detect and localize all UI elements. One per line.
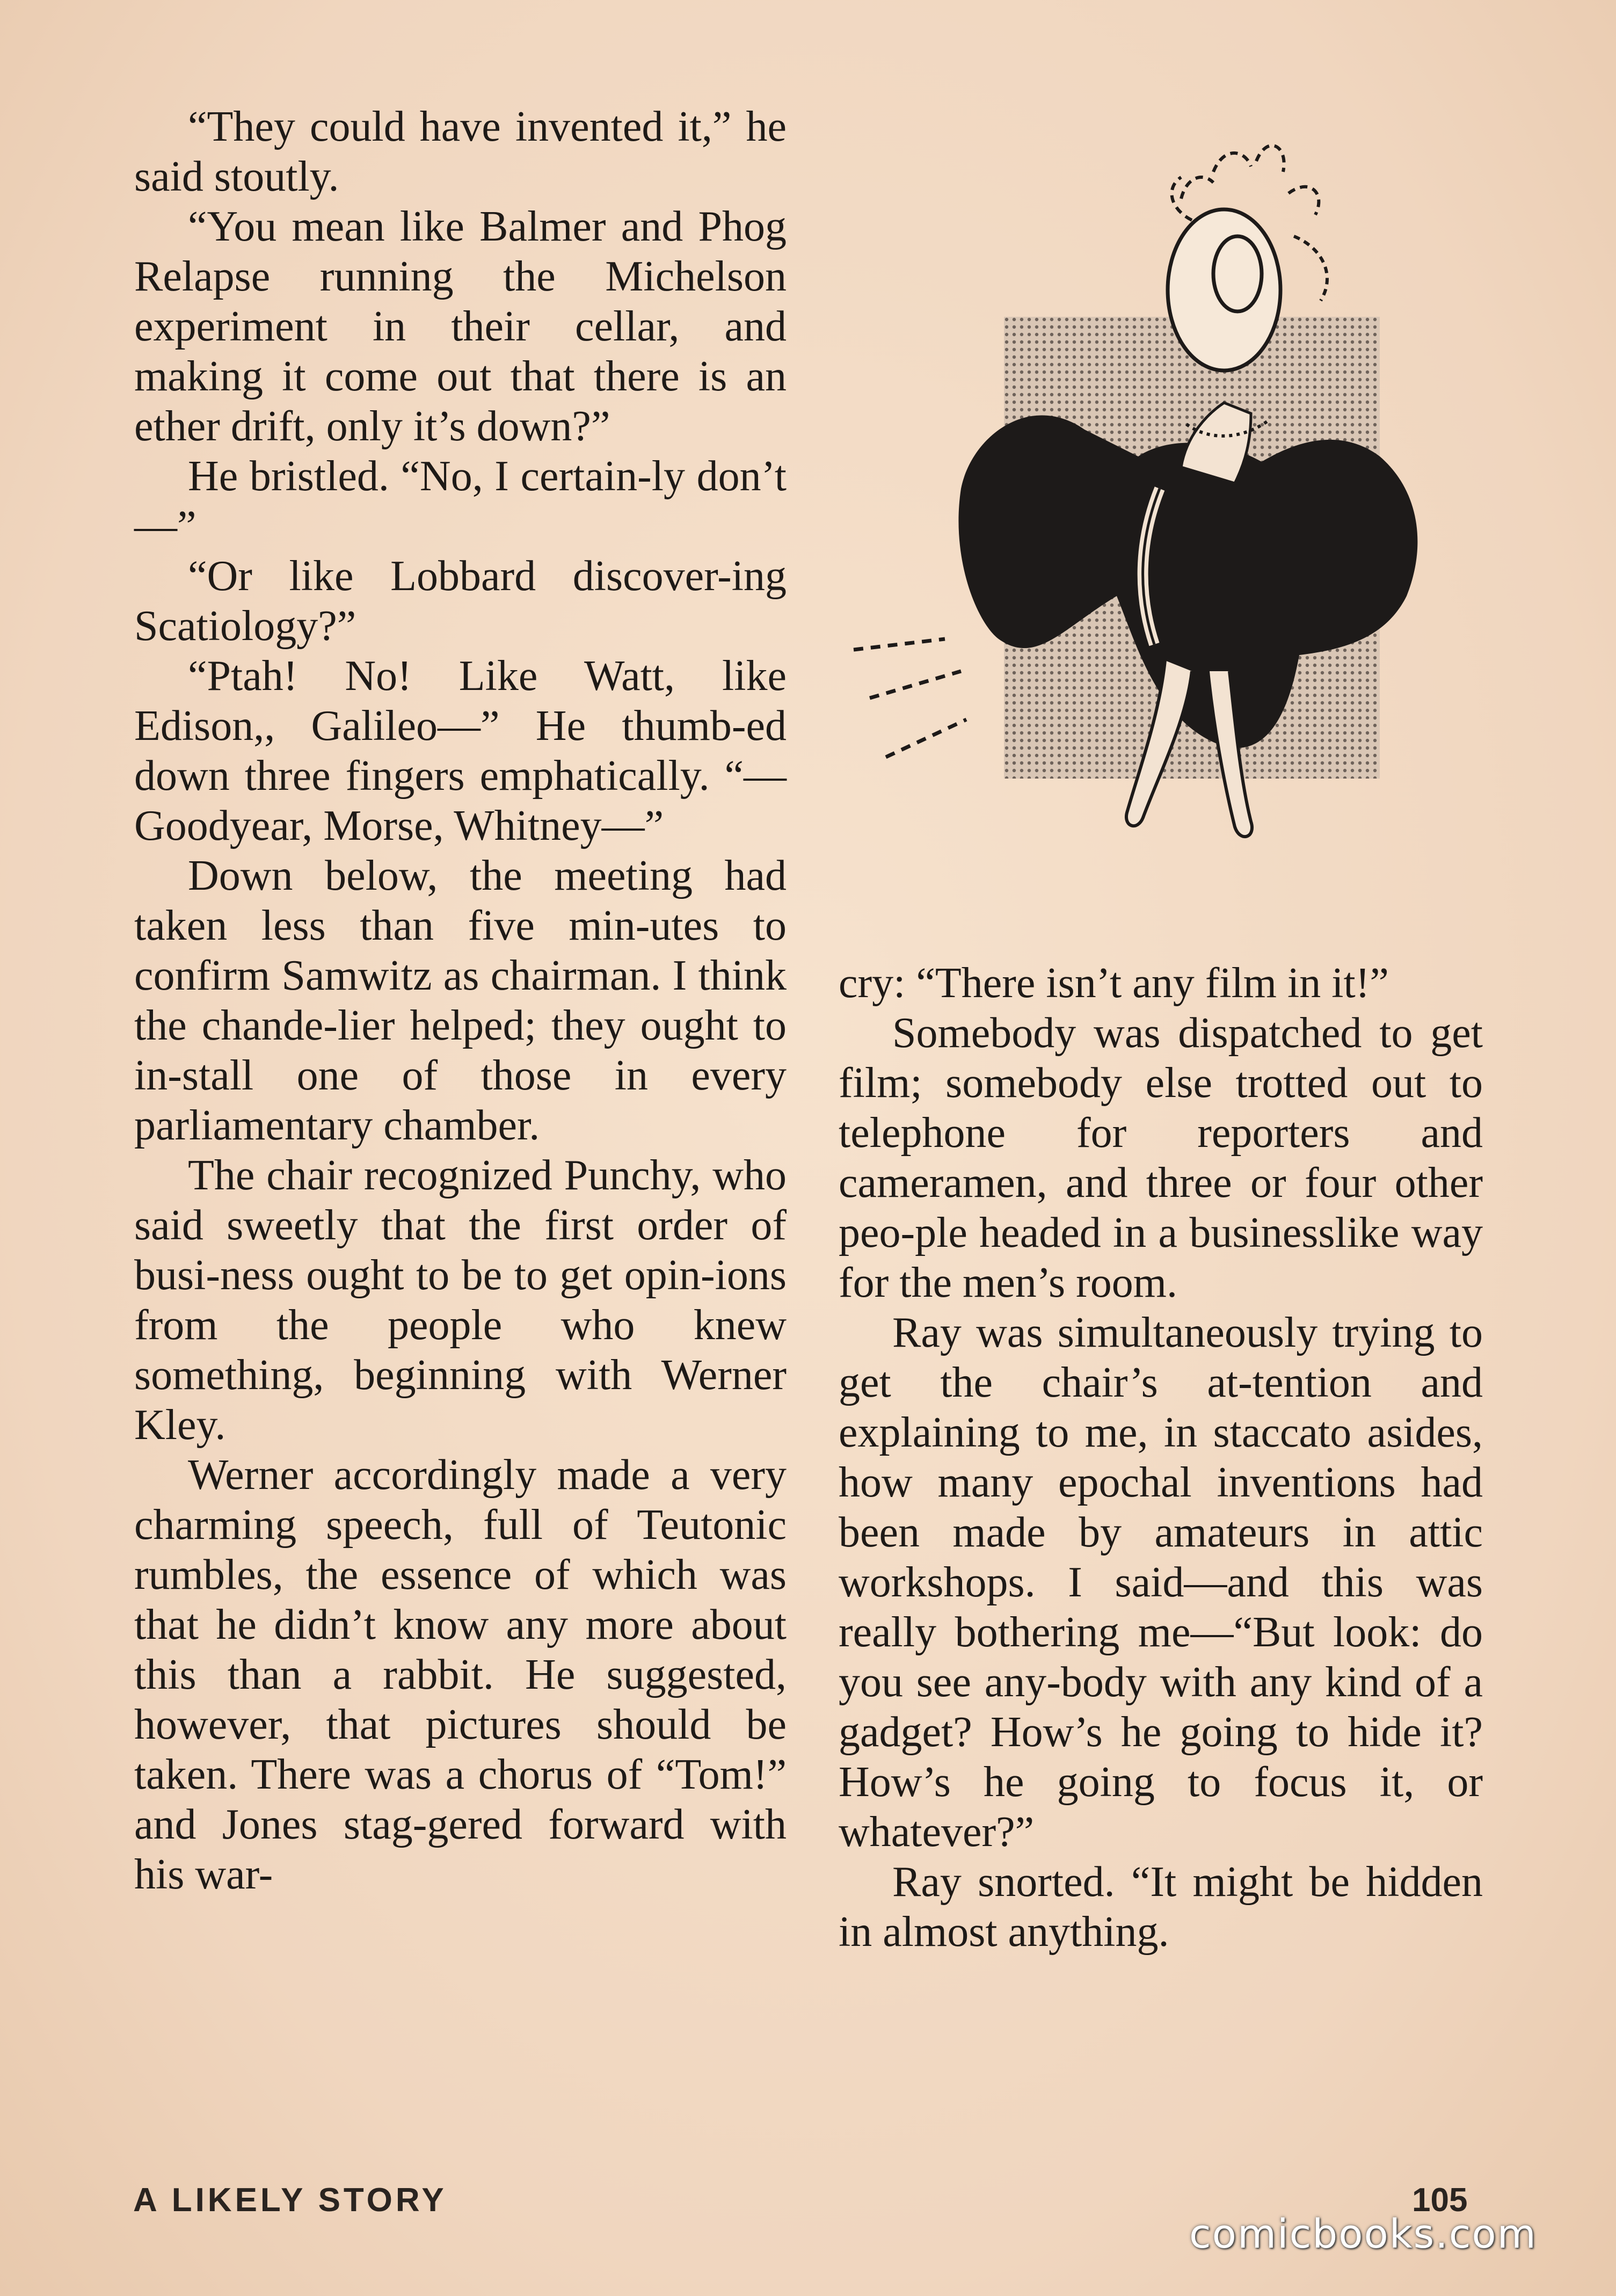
watermark: comicbooks.com bbox=[1189, 2211, 1537, 2257]
paragraph: “They could have invented it,” he said stoutly. bbox=[134, 103, 787, 200]
paragraph: Werner accordingly made a very charming speech, full of Teutonic rumbles, the essence of which was that he didn’t know any more about this than a rabbit. He suggested, however, that pictures should be taken. There was a chorus of “Tom!” and Jones stag-gered forward with his war- bbox=[134, 1451, 787, 1898]
cartoon-woman-icon bbox=[838, 113, 1482, 929]
paragraph: The chair recognized Punchy, who said sweetly that the first order of busi-ness ought to be to get opin-ions from the people who knew something, beginning with Werner Kley. bbox=[134, 1152, 787, 1449]
page-number: 105 bbox=[1412, 2182, 1468, 2219]
paragraph: Down below, the meeting had taken less than five min-utes to confirm Samwitz as chairman. I think the chande-lier helped; they ought to in-stall one of those in every parliamentary chamber. bbox=[134, 852, 787, 1149]
paragraph: Ray was simultaneously trying to get the chair’s at-tention and explaining to me, in staccato asides, how many epochal inventions had been made by amateurs in attic workshops. I said—and this was really bothering me—“But look: do you see any-body with any kind of a gadget? How’s he going to hide it? How’s he going to focus it, or whatever?” bbox=[839, 1309, 1483, 1856]
paragraph: cry: “There isn’t any film in it!” bbox=[839, 960, 1389, 1007]
paragraph: “Ptah! No! Like Watt, like Edison,, Galileo—” He thumb-ed down three fingers emphatically. “—Goodyear, Morse, Whitney—” bbox=[134, 652, 787, 849]
paragraph: Ray snorted. “It might be hidden in almost anything. bbox=[839, 1858, 1483, 1956]
right-column bbox=[839, 958, 1483, 1957]
running-title: A LIKELY STORY bbox=[133, 2182, 447, 2219]
paragraph: Somebody was dispatched to get film; somebody else trotted out to telephone for reporters and cameramen, and three or four other peo-ple headed in a businesslike way for the men’s room. bbox=[839, 1009, 1483, 1306]
paragraph: “Or like Lobbard discover-ing Scatiology?” bbox=[134, 553, 787, 650]
paragraph: “You mean like Balmer and Phog Relapse running the Michelson experiment in their cellar, and making it come out that there is an ether drift, only it’s down?” bbox=[134, 203, 787, 450]
left-column bbox=[134, 102, 787, 1900]
paragraph: He bristled. “No, I certain-ly don’t—” bbox=[134, 453, 787, 550]
